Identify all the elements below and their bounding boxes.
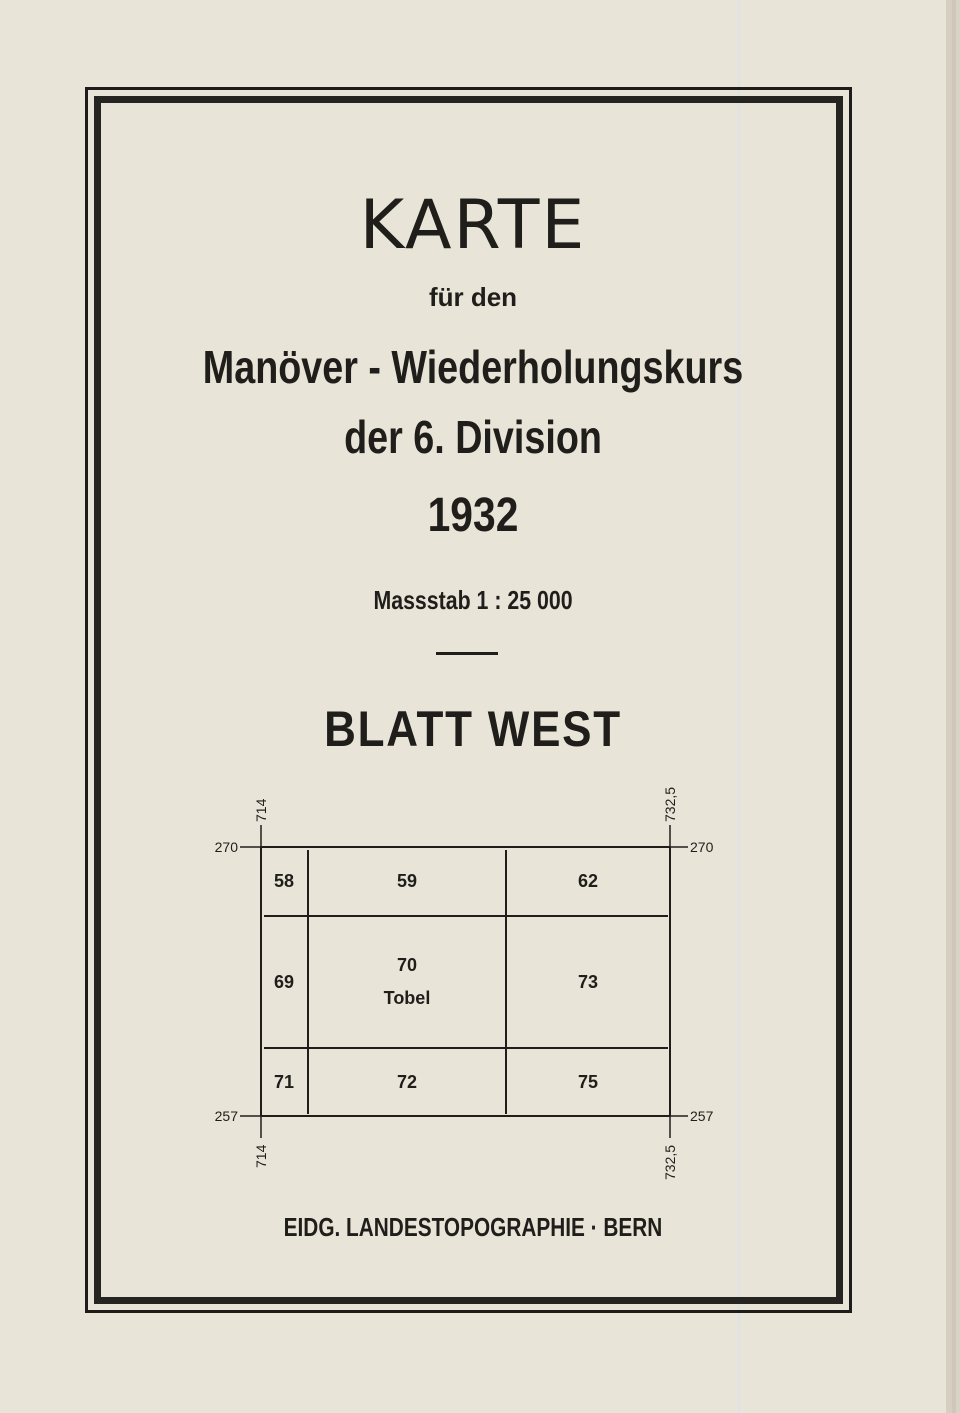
publisher: EIDG. LANDESTOPOGRAPHIE · BERN <box>283 1212 663 1242</box>
sheet-cell-71: 71 <box>273 1072 295 1092</box>
sheet-cell-59: 59 <box>396 871 418 891</box>
sheet-cell-72: 72 <box>396 1072 418 1092</box>
year: 1932 <box>427 489 519 542</box>
sheet-cell-70: 70 <box>396 955 418 975</box>
divider-rule <box>436 652 498 655</box>
course-title-line-1: Manöver - Wiederholungskurs <box>202 341 744 393</box>
sheet-index-diagram <box>200 770 740 1190</box>
coord-bottom-left: 257 <box>214 1108 238 1124</box>
course-title-line-2: der 6. Division <box>344 411 602 463</box>
sheet-cell-70-name: Tobel <box>383 988 431 1008</box>
coord-top-left: 270 <box>214 839 238 855</box>
coord-bottom-right: 257 <box>690 1108 714 1124</box>
coord-top-right: 270 <box>690 839 714 855</box>
coord-left-top: 714 <box>253 798 269 822</box>
sheet-cell-58: 58 <box>273 871 295 891</box>
sheet-name: BLATT WEST <box>324 701 622 757</box>
coord-right-bottom: 732,5 <box>662 1144 678 1180</box>
sheet-cell-62: 62 <box>577 871 599 891</box>
subtitle-for: für den <box>428 282 518 312</box>
sheet-cell-75: 75 <box>577 1072 599 1092</box>
scale-label: Massstab 1 : 25 000 <box>373 585 573 615</box>
sheet-cell-73: 73 <box>577 972 599 992</box>
coord-left-bottom: 714 <box>253 1144 269 1168</box>
coord-right-top: 732,5 <box>662 786 678 822</box>
sheet-cell-69: 69 <box>273 972 295 992</box>
document-title: KARTE <box>359 186 587 265</box>
